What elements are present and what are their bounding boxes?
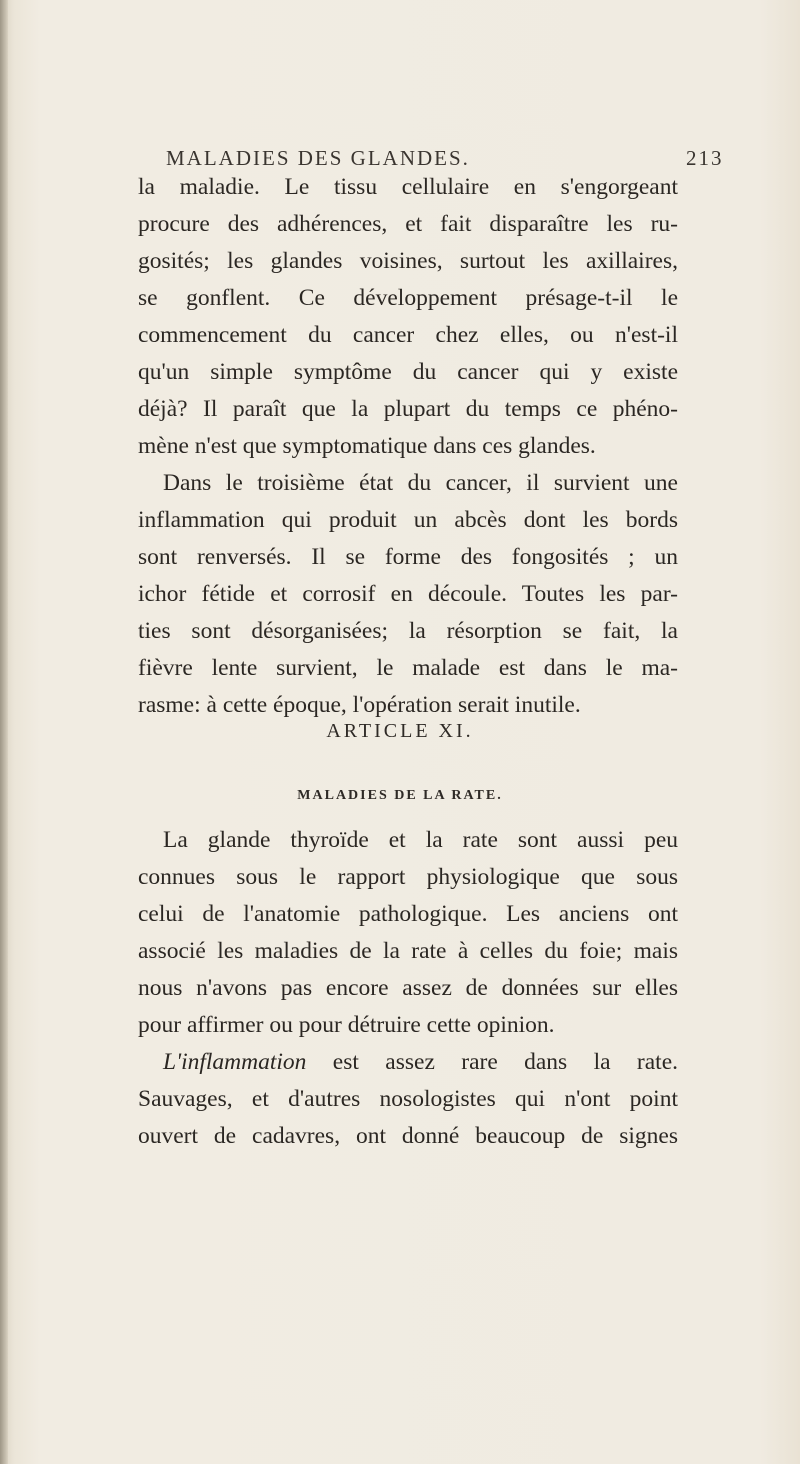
text-line: Sauvages, et d'autres nosologistes qui n'ont point [138,1086,678,1112]
text-line: associé les maladies de la rate à celles du foie; mais [138,938,678,964]
running-title: MALADIES DES GLANDES. [166,146,470,170]
page-number: 213 [686,146,724,170]
text-line: pour affirmer ou pour détruire cette opinion. [138,1012,555,1038]
italic-term: L'inflammation [163,1049,307,1075]
text-line: ouvert de cadavres, ont donné beaucoup de signes [138,1123,678,1149]
text-line: gosités; les glandes voisines, surtout les axillaires, [138,248,678,274]
text-line: ties sont désorganisées; la résorption se fait, la [138,618,678,644]
text-line: Dans le troisième état du cancer, il survient une [163,470,678,496]
text-line: commencement du cancer chez elles, ou n'est-il [138,322,678,348]
text-line: procure des adhérences, et fait disparaître les ru- [138,211,678,237]
text-line: fièvre lente survient, le malade est dans le ma- [138,655,678,681]
text-line: qu'un simple symptôme du cancer qui y existe [138,359,678,385]
section-heading: MALADIES DE LA RATE. [297,788,503,803]
text-line: mène n'est que symptomatique dans ces glandes. [138,433,596,459]
text-line: se gonflent. Ce développement présage-t-il le [138,285,678,311]
text-line: nous n'avons pas encore assez de données sur elles [138,975,678,1001]
text-line [163,1047,678,1077]
article-heading: ARTICLE XI. [326,720,474,742]
text-line: connues sous le rapport physiologique que sous [138,864,678,890]
text-line: celui de l'anatomie pathologique. Les anciens ont [138,901,678,927]
text-line: rasme: à cette époque, l'opération serait inutile. [138,692,581,718]
text-line: déjà? Il paraît que la plupart du temps ce phéno- [138,396,678,422]
text-line: inflammation qui produit un abcès dont les bords [138,507,678,533]
text-line: la maladie. Le tissu cellulaire en s'engorgeant [138,174,678,200]
text-line: sont renversés. Il se forme des fongosités ; un [138,544,678,570]
text-line: ichor fétide et corrosif en découle. Toutes les par- [138,581,678,607]
text-span: est assez rare dans la rate. [306,1049,678,1075]
text-line: La glande thyroïde et la rate sont aussi peu [163,827,678,853]
